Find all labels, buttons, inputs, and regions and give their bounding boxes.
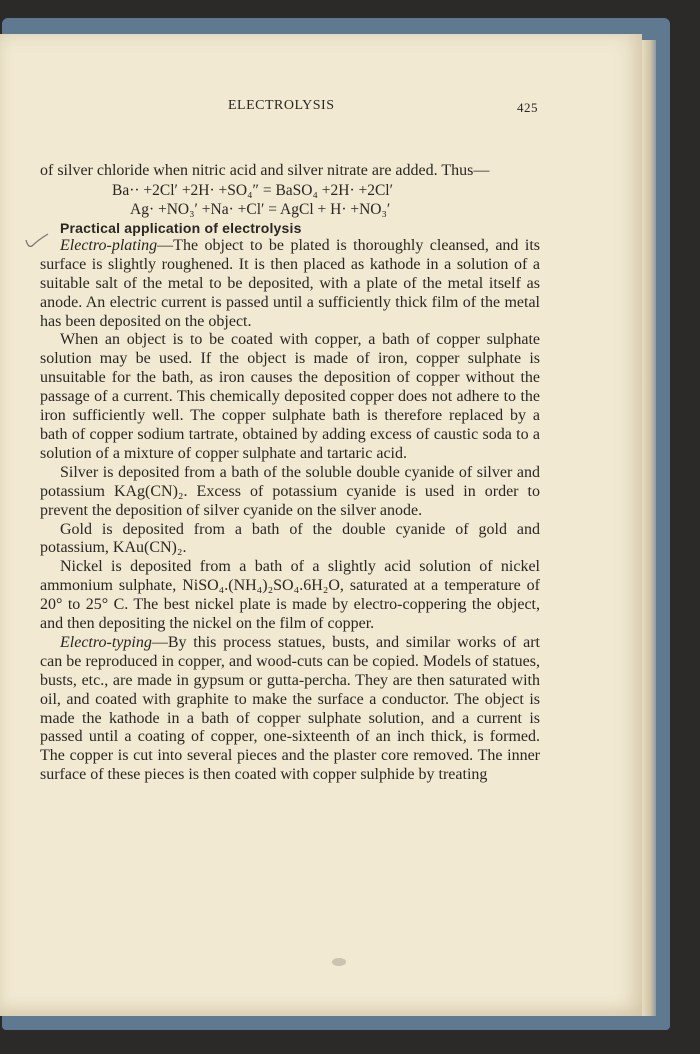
paragraph-text: —By this process statues, busts, and similar works of art can be reproduced in copper, and wood-cuts can be copied. Models of statues, busts, etc., are made in gypsum or gutta-percha. They are then saturated with oil, and coated with graphite to make the surface a conductor. The object is made the kathode in a bath of copper sulphate solution, and a current is passed until a coating of copper, one-sixteenth of an inch thick, is formed. The copper is cut into several pieces and the plaster core removed. The inner surface of these pieces is then coated with copper sulphide by treating bbox=[40, 633, 540, 784]
paragraph-text: Gold is deposited from a bath of the double cyanide of gold and potassium, KAu(CN)₂. bbox=[40, 520, 540, 557]
ink-smudge bbox=[332, 958, 346, 966]
paragraph-lead: Electro-plating bbox=[60, 236, 158, 254]
running-head: ELECTROLYSIS bbox=[228, 98, 335, 113]
paragraph-text: Silver is deposited from a bath of the soluble double cyanide of silver and potassium KAg(CN)₂. Excess of potassium cyanide is used in order to prevent the deposition of silver cyanide on the silver anode. bbox=[40, 463, 540, 519]
paragraph-lead: Electro-typing bbox=[60, 633, 152, 651]
equation-barium: Ba·· +2Cl′ +2H· +SO₄″ = BaSO₄ +2H· +2Cl′ bbox=[112, 181, 394, 199]
page-edge bbox=[642, 40, 656, 1016]
paragraph-text: —The object to be plated is thoroughly cleansed, and its surface is slightly roughened. It is then placed as kathode in a solution of a suitable salt of the metal to be deposited, with a plate of the metal itself as anode. An electric current is passed until a sufficiently thick film of the metal has been deposited on the object. bbox=[40, 236, 540, 330]
equation-silver: Ag· +NO₃′ +Na· +Cl′ = AgCl + H· +NO₃′ bbox=[130, 200, 391, 218]
paragraph-copper bbox=[40, 331, 540, 463]
paragraph-electrotyping bbox=[40, 634, 540, 785]
paragraph-text: Nickel is deposited from a bath of a slightly acid solution of nickel ammonium sulphate, NiSO₄.(NH₄)₂SO₄.6H₂O, saturated at a temperature of 20° to 25° C. The best nickel plate is made by electro-coppering the object, and then depositing the nickel on the film of copper. bbox=[40, 558, 540, 633]
paragraph-electroplating bbox=[40, 237, 540, 332]
body-text bbox=[40, 162, 540, 785]
section-heading: Practical application of electrolysis bbox=[60, 219, 302, 236]
paragraph-text: When an object is to be coated with copper, a bath of copper sulphate solution may be used. If the object is made of iron, copper sulphate is unsuitable for the bath, as iron causes the deposition of copper without the passage of a current. This chemically deposited copper does not adhere to the iron sufficiently well. The copper sulphate bath is therefore replaced by a bath of copper sodium tartrate, obtained by adding excess of caustic soda to a solution of a mixture of copper sulphate and tartaric acid. bbox=[40, 331, 540, 462]
book-page bbox=[0, 34, 642, 1016]
paragraph-silver bbox=[40, 464, 540, 521]
paragraph-gold bbox=[40, 521, 540, 559]
page-number: 425 bbox=[517, 100, 538, 115]
intro-line: of silver chloride when nitric acid and silver nitrate are added. Thus— bbox=[40, 162, 490, 179]
paragraph-nickel bbox=[40, 558, 540, 634]
